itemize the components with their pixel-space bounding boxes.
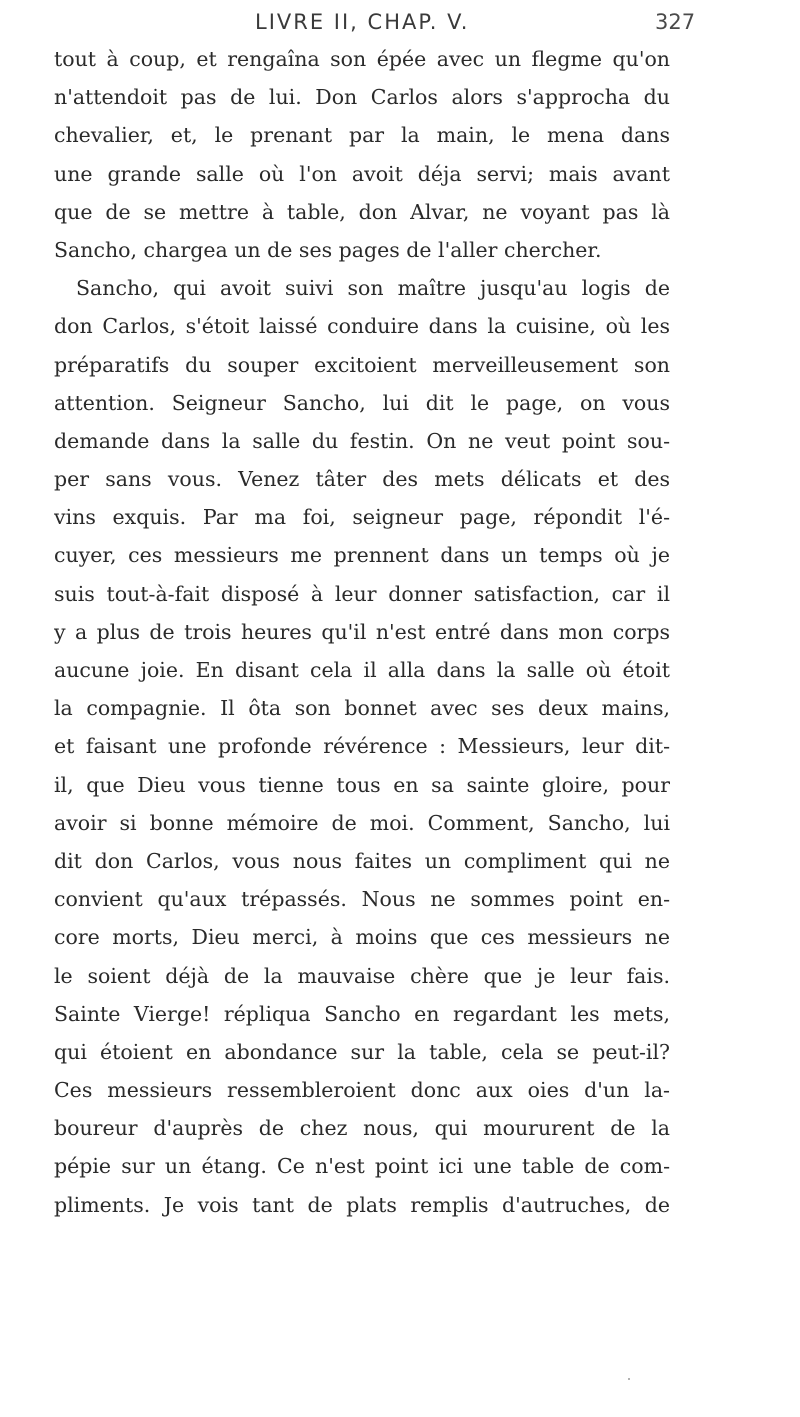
text-line: cuyer, ces messieurs me prennent dans un temps où je: [54, 543, 670, 568]
body-text: [54, 40, 670, 1224]
text-line: boureur d'auprès de chez nous, qui moururent de la: [54, 1116, 670, 1141]
text-line: aucune joie. En disant cela il alla dans la salle où étoit: [54, 658, 670, 682]
text-line: suis tout-à-fait disposé à leur donner satisfaction, car il: [54, 581, 670, 606]
text-line: pliments. Je vois tant de plats remplis d'autruches, de: [54, 1192, 670, 1217]
text-line: pépie sur un étang. Ce n'est point ici une table de com-: [54, 1154, 670, 1179]
text-line: il, que Dieu vous tienne tous en sa sainte gloire, pour: [54, 772, 670, 797]
text-line: dit don Carlos, vous nous faites un compliment qui ne: [54, 848, 670, 873]
text-line: qui étoient en abondance sur la table, cela se peut-il?: [54, 1039, 670, 1064]
text-line: que de se mettre à table, don Alvar, ne voyant pas là: [54, 199, 670, 224]
paper-speck: [628, 1378, 630, 1380]
text-line: core morts, Dieu merci, à moins que ces messieurs ne: [54, 925, 670, 950]
text-line: demande dans la salle du festin. On ne veut point sou-: [54, 428, 670, 453]
text-line: convient qu'aux trépassés. Nous ne sommes point en-: [54, 887, 670, 912]
text-line: tout à coup, et rengaîna son épée avec un flegme qu'on: [54, 47, 670, 71]
text-line: chevalier, et, le prenant par la main, le mena dans: [54, 123, 670, 148]
text-line: don Carlos, s'étoit laissé conduire dans la cuisine, où les: [54, 314, 670, 339]
text-line: y a plus de trois heures qu'il n'est entré dans mon corps: [54, 619, 670, 644]
text-line: Sancho, chargea un de ses pages de l'aller chercher.: [54, 237, 602, 262]
text-line: une grande salle où l'on avoit déja servi; mais avant: [54, 161, 670, 186]
text-line: préparatifs du souper excitoient merveilleusement son: [54, 352, 670, 377]
text-line: Sainte Vierge! répliqua Sancho en regardant les mets,: [54, 1001, 670, 1026]
running-head: LIVRE II, CHAP. V.: [255, 10, 470, 34]
text-line: Sancho, qui avoit suivi son maître jusqu'au logis de: [76, 276, 670, 301]
text-line: et faisant une profonde révérence : Messieurs, leur dit-: [54, 734, 670, 759]
page-number: 327: [655, 10, 696, 34]
text-line: attention. Seigneur Sancho, lui dit le page, on vous: [54, 390, 670, 415]
text-line: avoir si bonne mémoire de moi. Comment, Sancho, lui: [54, 810, 670, 835]
text-line: n'attendoit pas de lui. Don Carlos alors s'approcha du: [54, 85, 670, 110]
text-line: la compagnie. Il ôta son bonnet avec ses deux mains,: [54, 696, 670, 721]
text-line: per sans vous. Venez tâter des mets délicats et des: [54, 467, 670, 492]
text-line: le soient déjà de la mauvaise chère que je leur fais.: [54, 963, 670, 988]
text-line: vins exquis. Par ma foi, seigneur page, répondit l'é-: [54, 505, 670, 530]
text-line: Ces messieurs ressembleroient donc aux oies d'un la-: [54, 1078, 670, 1103]
